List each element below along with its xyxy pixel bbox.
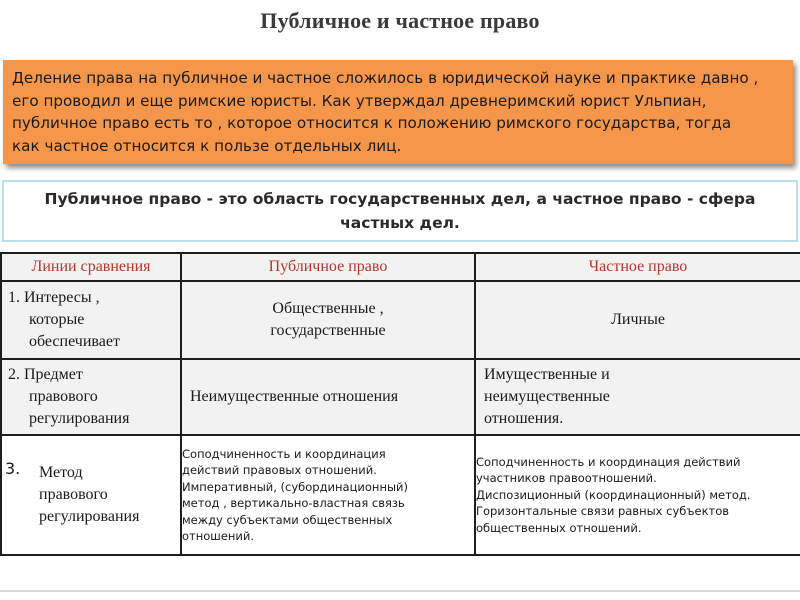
criterion-line: правового: [39, 486, 108, 503]
cell-line: отношений.: [182, 529, 255, 543]
intro-line: его проводил и еще римские юристы. Как утверждал древнеримский юрист Ульпиан,: [12, 91, 707, 110]
cell-line: Неимущественные отношения: [190, 388, 399, 405]
table-row: [1, 281, 800, 359]
criterion-line: 1. Интересы ,: [8, 289, 100, 306]
header-criteria: Линии сравнения: [1, 253, 181, 281]
public-law-cell: [181, 281, 475, 359]
table-header-row: [1, 253, 800, 281]
definition-box: [2, 180, 798, 242]
definition-line: частных дел.: [340, 214, 460, 232]
criterion-line: 2. Предмет: [8, 366, 83, 383]
comparison-table: [0, 252, 800, 556]
private-law-cell: [475, 281, 800, 359]
header-public-law: Публичное право: [181, 253, 475, 281]
intro-line: публичное право есть то , которое относится к положению римского государства, тогда: [12, 114, 732, 132]
cell-line: отношения.: [484, 410, 564, 427]
criterion-cell: [1, 281, 181, 359]
criterion-line: обеспечивает: [29, 333, 120, 350]
cell-line: Личные: [611, 311, 665, 328]
cell-line: Соподчиненность и координация: [182, 446, 386, 461]
criterion-line: которые: [29, 311, 85, 328]
cell-line: участников правоотношений.: [476, 471, 657, 486]
cell-line: государственные: [270, 322, 386, 339]
cell-line: действий правовых отношений.: [182, 463, 377, 477]
public-law-cell: [181, 435, 475, 555]
cell-line: Имущественные и: [484, 366, 610, 383]
header-private-law: Частное право: [475, 253, 800, 281]
table-row: [1, 359, 800, 435]
private-law-cell: [475, 435, 800, 555]
cell-line: общественных отношений.: [476, 520, 642, 535]
public-law-cell: [181, 359, 475, 435]
criterion-number: 3.: [5, 459, 21, 478]
private-law-cell: [475, 359, 800, 435]
cell-line: Диспозиционный (координационный) метод.: [476, 487, 751, 502]
criterion-cell: [1, 359, 181, 435]
cell-line: Общественные ,: [272, 300, 384, 317]
page-title: Публичное и частное право: [260, 8, 540, 33]
cell-line: Горизонтальные связи равных субъектов: [476, 504, 730, 519]
table-row: [1, 435, 800, 555]
bottom-divider: [0, 590, 800, 592]
cell-line: неимущественные: [484, 388, 610, 405]
cell-line: Соподчиненность и координация действий: [476, 454, 741, 469]
cell-line: между субъектами общественных: [182, 512, 393, 527]
criterion-cell: [1, 435, 181, 555]
cell-line: Императивный, (субординационный): [182, 479, 409, 494]
intro-line: как частное относится к пользе отдельных лиц.: [12, 136, 402, 155]
criterion-line: регулирования: [29, 410, 130, 427]
intro-line: Деление права на публичное и частное сложилось в юридической науке и практике давно ,: [12, 69, 759, 87]
cell-line: метод , вертикально-властная связь: [182, 496, 405, 510]
criterion-line: регулирования: [39, 508, 140, 525]
criterion-line: правового: [29, 388, 98, 405]
definition-line: Публичное право - это область государственных дел, а частное право - сфера: [44, 190, 756, 208]
criterion-line: Метод: [39, 464, 83, 481]
intro-text-box: [3, 60, 793, 164]
